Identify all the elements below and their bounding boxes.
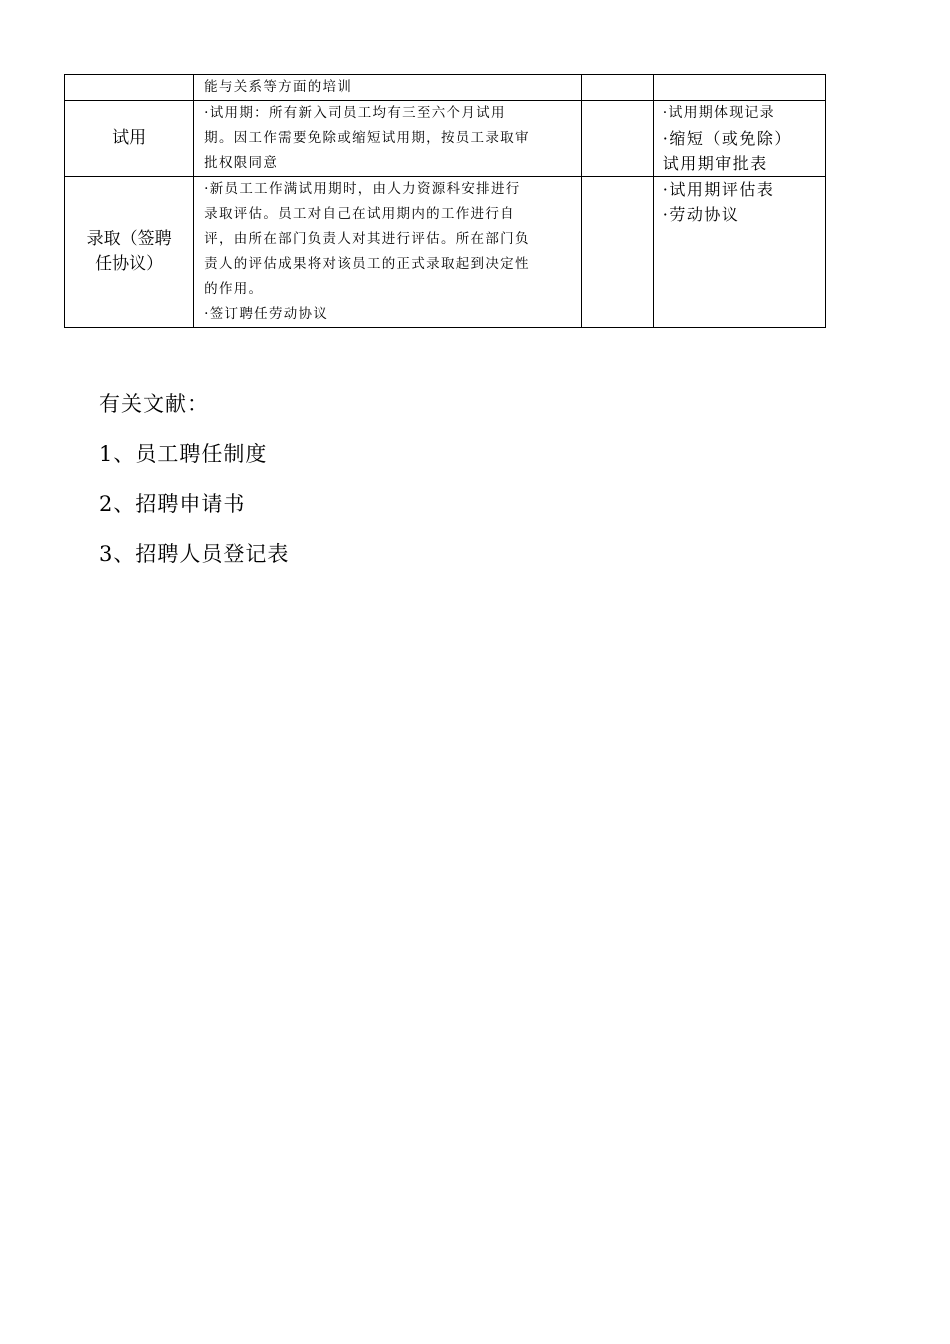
content-line: ·签订聘任劳动协议 — [204, 306, 329, 322]
content-cell — [194, 75, 582, 101]
reference-item: 1、员工聘任制度 — [99, 442, 268, 466]
content-line: 期。因工作需要免除或缩短试用期，按员工录取审 — [204, 130, 530, 146]
content-line: 批权限同意 — [204, 155, 279, 171]
content-cell — [194, 101, 582, 177]
content-line: ·试用期：所有新入司员工均有三至六个月试用 — [204, 105, 506, 121]
stage-line: 任协议） — [95, 254, 164, 274]
content-line: 能与关系等方面的培训 — [204, 79, 353, 95]
reference-item: 2、招聘申请书 — [99, 492, 246, 516]
table-row — [65, 75, 826, 101]
doc-item: ·试用期评估表 — [662, 180, 775, 199]
stage-cell: 试用 — [65, 101, 194, 177]
content-line: 的作用。 — [204, 281, 264, 297]
docs-cell — [653, 75, 825, 101]
content-line: ·新员工工作满试用期时，由人力资源科安排进行 — [204, 181, 521, 197]
reference-item: 3、招聘人员登记表 — [99, 542, 290, 566]
process-table — [64, 74, 826, 328]
doc-item: ·缩短（或免除） — [662, 129, 792, 148]
doc-item: ·试用期体现记录 — [662, 105, 775, 121]
table-row — [65, 177, 826, 328]
doc-item: ·劳动协议 — [662, 205, 740, 224]
doc-item: 试用期审批表 — [662, 154, 768, 173]
table-row — [65, 101, 826, 177]
blank-cell — [581, 101, 653, 177]
references-heading: 有关文献： — [99, 392, 209, 416]
blank-cell — [581, 75, 653, 101]
references-section — [99, 385, 289, 585]
stage-cell — [65, 75, 194, 101]
stage-line: 录取（签聘 — [86, 229, 172, 249]
content-line: 录取评估。员工对自己在试用期内的工作进行自 — [204, 206, 515, 222]
content-line: 评，由所在部门负责人对其进行评估。所在部门负 — [204, 231, 530, 247]
docs-cell — [653, 101, 825, 177]
content-cell — [194, 177, 582, 328]
stage-cell — [65, 177, 194, 328]
content-line: 责人的评估成果将对该员工的正式录取起到决定性 — [204, 256, 530, 272]
docs-cell — [653, 177, 825, 328]
blank-cell — [581, 177, 653, 328]
